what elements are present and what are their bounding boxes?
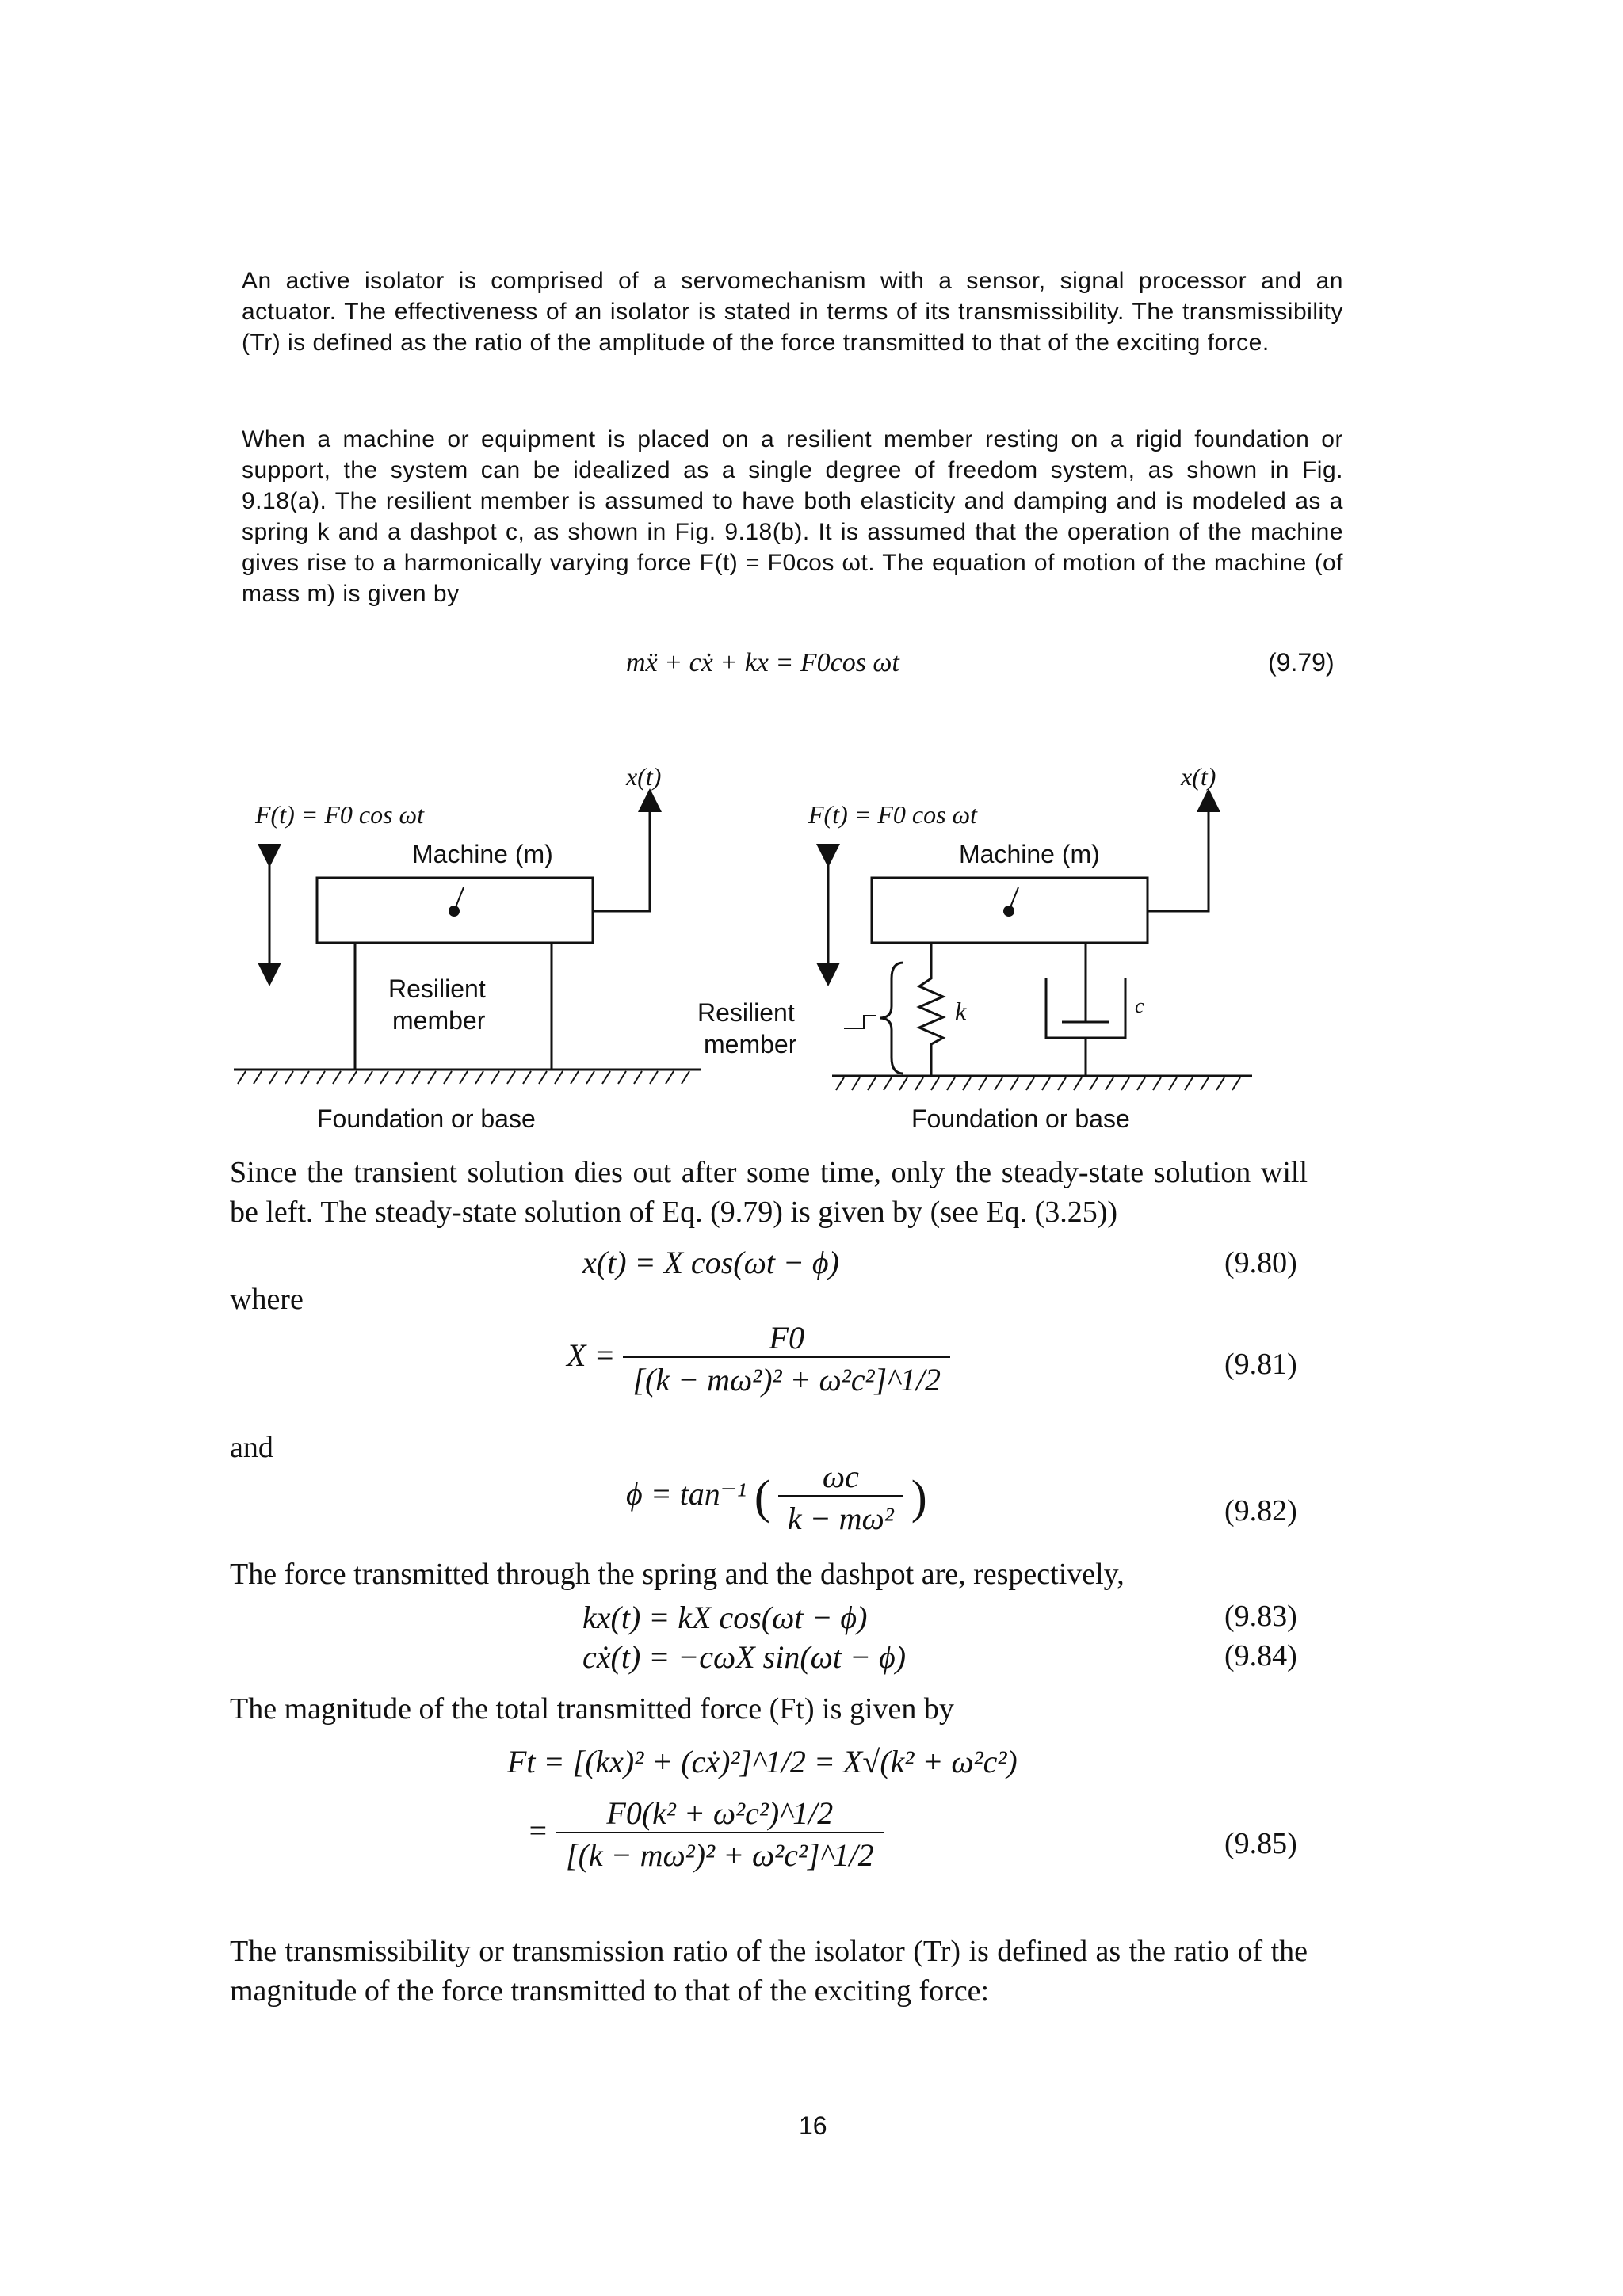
damper-label: c <box>1135 994 1144 1017</box>
label-and: and <box>230 1431 273 1464</box>
displacement-arrow-b <box>1148 800 1209 911</box>
equation-9-82-numerator: ωc <box>822 1459 859 1494</box>
page-number: 16 <box>799 2111 827 2140</box>
equation-number-9-80: (9.80) <box>1224 1246 1297 1280</box>
label-where: where <box>230 1283 304 1316</box>
equation-9-85-line1: Ft = [(kx)² + (cẋ)²]^1/2 = X√(k² + ω²c²) <box>507 1744 1018 1779</box>
resilient-label-a-1: Resilient <box>388 974 486 1003</box>
base-label-a: Foundation or base <box>317 1104 536 1133</box>
equation-9-83: kx(t) = kX cos(ωt − ϕ) <box>582 1600 868 1635</box>
paragraph-model: When a machine or equipment is placed on a resilient member resting on a rigid foundation or support, the system can be idealized as a single degree of freedom system, as shown in Fig. 9.18(a). The resilient member is assumed to have both elasticity and damping and is modeled as a spring k and a dashpot c, as shown in Fig. 9.18(b). It is assumed that the operation of the machine gives rise to a harmonically varying force F(t) = F0cos ωt. The equation of motion of the machine (of mass m) is given by <box>242 426 1343 607</box>
equation-9-80: x(t) = X cos(ωt − ϕ) <box>582 1245 839 1280</box>
force-label-a: F(t) = F0 cos ωt <box>255 800 425 829</box>
ground-hatch-b <box>836 1077 1240 1090</box>
ground-hatch-a <box>238 1071 689 1084</box>
equation-number-9-85: (9.85) <box>1224 1827 1297 1860</box>
machine-label-b: Machine (m) <box>959 840 1100 868</box>
equation-9-79: mẍ + cẋ + kx = F0cos ωt <box>626 648 899 677</box>
spring <box>919 943 943 1076</box>
equation-9-82: ϕ = tan⁻¹ ( $\frac{\omega c}{\text{k − mω²}}$ ) <box>626 1459 927 1536</box>
displacement-label-a: x(t) <box>626 762 662 791</box>
displacement-arrow-a <box>593 800 650 911</box>
equation-9-85-numerator: F0(k² + ω²c²)^1/2 <box>606 1795 834 1831</box>
equation-9-81-denominator: [(k − mω²)² + ω²c²]^1/2 <box>623 1356 950 1398</box>
equation-9-85-line2 <box>527 1794 884 1874</box>
resilient-label-a-2: member <box>392 1006 486 1035</box>
equation-9-85-equals: = <box>527 1813 548 1849</box>
equation-number-9-82: (9.82) <box>1224 1494 1297 1527</box>
equation-9-82-denominator: k − mω² <box>778 1495 903 1537</box>
paragraph-magnitude: The magnitude of the total transmitted force (Ft) is given by <box>230 1692 954 1726</box>
resilient-brace <box>880 963 903 1074</box>
equation-9-81-numerator: F0 <box>769 1320 804 1356</box>
force-label-b: F(t) = F0 cos ωt <box>808 800 978 829</box>
paragraph-forces: The force transmitted through the spring and the dashpot are, respectively, <box>230 1558 1125 1591</box>
equation-9-85-denominator: [(k − mω²)² + ω²c²]^1/2 <box>556 1832 884 1874</box>
resilient-label-b-1: Resilient <box>697 998 795 1027</box>
spring-label: k <box>955 997 967 1025</box>
paragraph-steady-state: Since the transient solution dies out after some time, only the steady-state solution will be left. The steady-state solution of Eq. (9.79) is given by (see Eq. (3.25)) <box>230 1156 1308 1229</box>
equation-number-9-83: (9.83) <box>1224 1600 1297 1633</box>
equation-9-81 <box>567 1319 950 1398</box>
resilient-label-b-2: member <box>704 1030 797 1058</box>
paragraph-intro: An active isolator is comprised of a servomechanism with a sensor, signal processor and an actuator. The effectiveness of an isolator is stated in terms of its transmissibility. The transmissibility (Tr) is defined as the ratio of the amplitude of the force transmitted to that of the exciting force. <box>242 268 1343 356</box>
equation-number-9-79: (9.79) <box>1268 648 1335 677</box>
paragraph-transmissibility: The transmissibility or transmission ratio of the isolator (Tr) is defined as the ratio of the magnitude of the force transmitted to that of the exciting force: <box>230 1935 1308 2008</box>
equation-9-81-lhs: X = <box>567 1337 616 1374</box>
equation-number-9-81: (9.81) <box>1224 1348 1297 1381</box>
equation-9-84: cẋ(t) = −cωX sin(ωt − ϕ) <box>582 1639 907 1675</box>
equation-number-9-84: (9.84) <box>1224 1639 1297 1672</box>
machine-label-a: Machine (m) <box>412 840 553 868</box>
equation-9-82-lhs: ϕ = tan⁻¹ <box>626 1476 747 1512</box>
base-label-b: Foundation or base <box>911 1104 1130 1133</box>
displacement-label-b: x(t) <box>1181 762 1216 791</box>
